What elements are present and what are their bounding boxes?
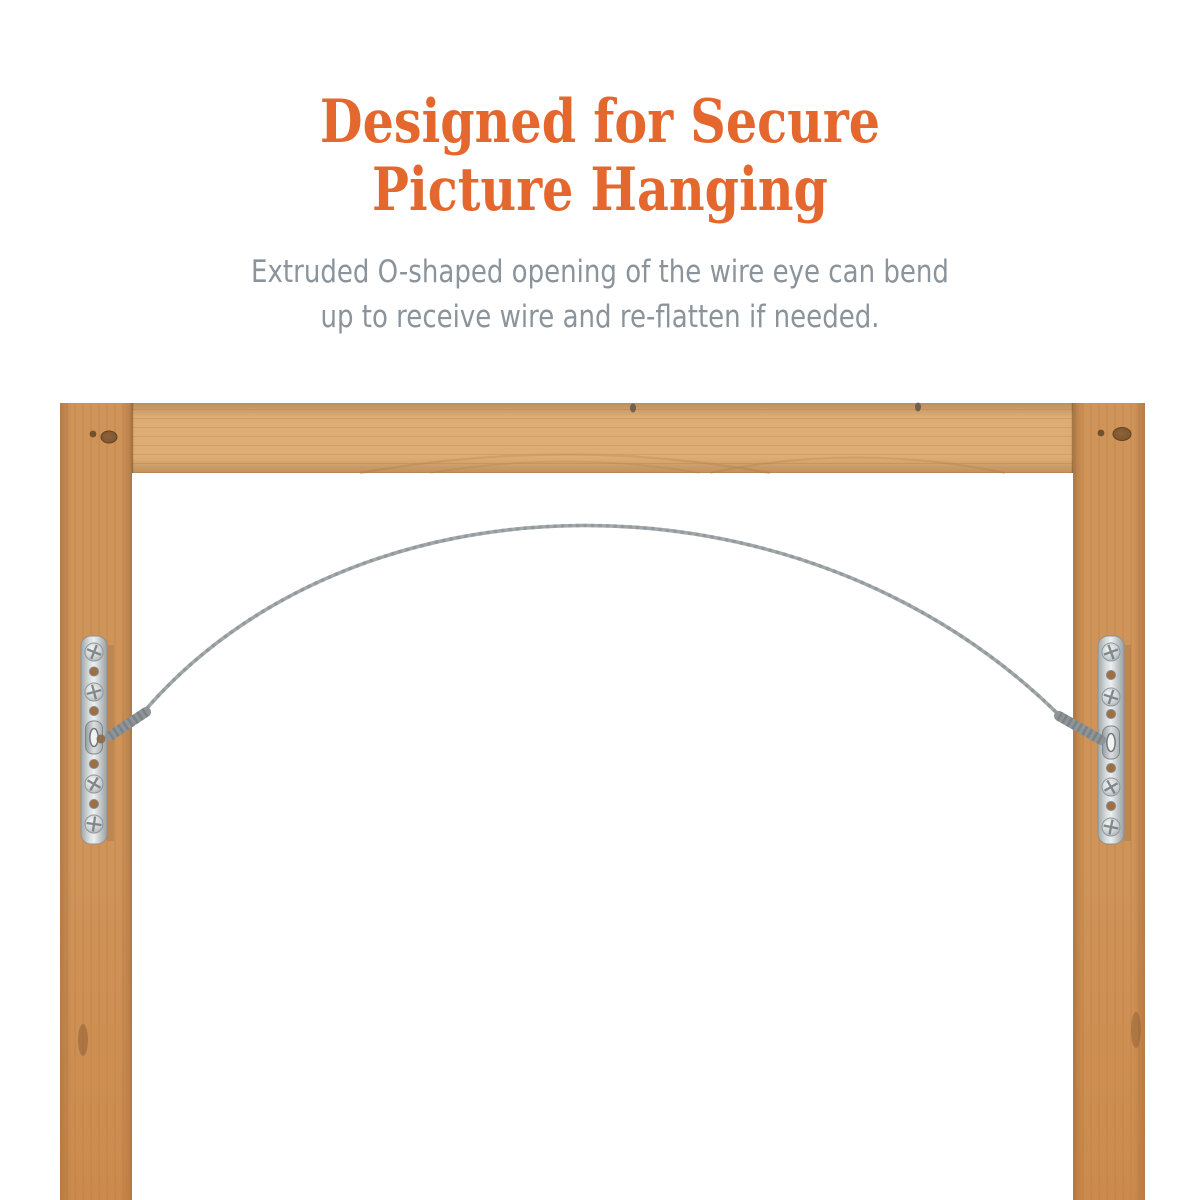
wood-knot-icon <box>1098 430 1105 437</box>
strap-hole <box>90 707 99 716</box>
screw-icon <box>85 815 103 833</box>
strap-hole <box>1107 710 1116 719</box>
subtitle-line-1: Extruded O-shaped opening of the wire eye can bend <box>251 254 949 290</box>
strap-hole <box>90 800 99 809</box>
strap-hole <box>1107 671 1116 680</box>
wood-frame-back <box>60 403 1145 1200</box>
subtitle-line-2: up to receive wire and re-flatten if needed. <box>320 299 880 335</box>
wire-eye-left <box>86 721 106 754</box>
wood-knot-icon <box>101 431 117 443</box>
strap-hole <box>1107 802 1116 811</box>
wood-knot-icon <box>78 1024 88 1056</box>
strap-hole <box>90 760 99 769</box>
screw-icon <box>1102 688 1121 707</box>
hanging-wire <box>110 525 1101 740</box>
wood-knot-icon <box>1131 1012 1141 1048</box>
strap-hole <box>1107 764 1116 773</box>
nail-mark-icon <box>630 404 636 413</box>
frame-top-rail <box>132 403 1073 474</box>
strap-hole <box>90 667 99 676</box>
wood-knot-icon <box>1113 428 1131 441</box>
nail-mark-icon <box>915 403 921 412</box>
title-line-1: Designed for Secure <box>319 87 881 157</box>
screw-icon <box>85 683 103 701</box>
wood-knot-icon <box>90 431 97 438</box>
screw-icon <box>1102 818 1120 836</box>
title-line-2: Picture Hanging <box>372 155 828 225</box>
